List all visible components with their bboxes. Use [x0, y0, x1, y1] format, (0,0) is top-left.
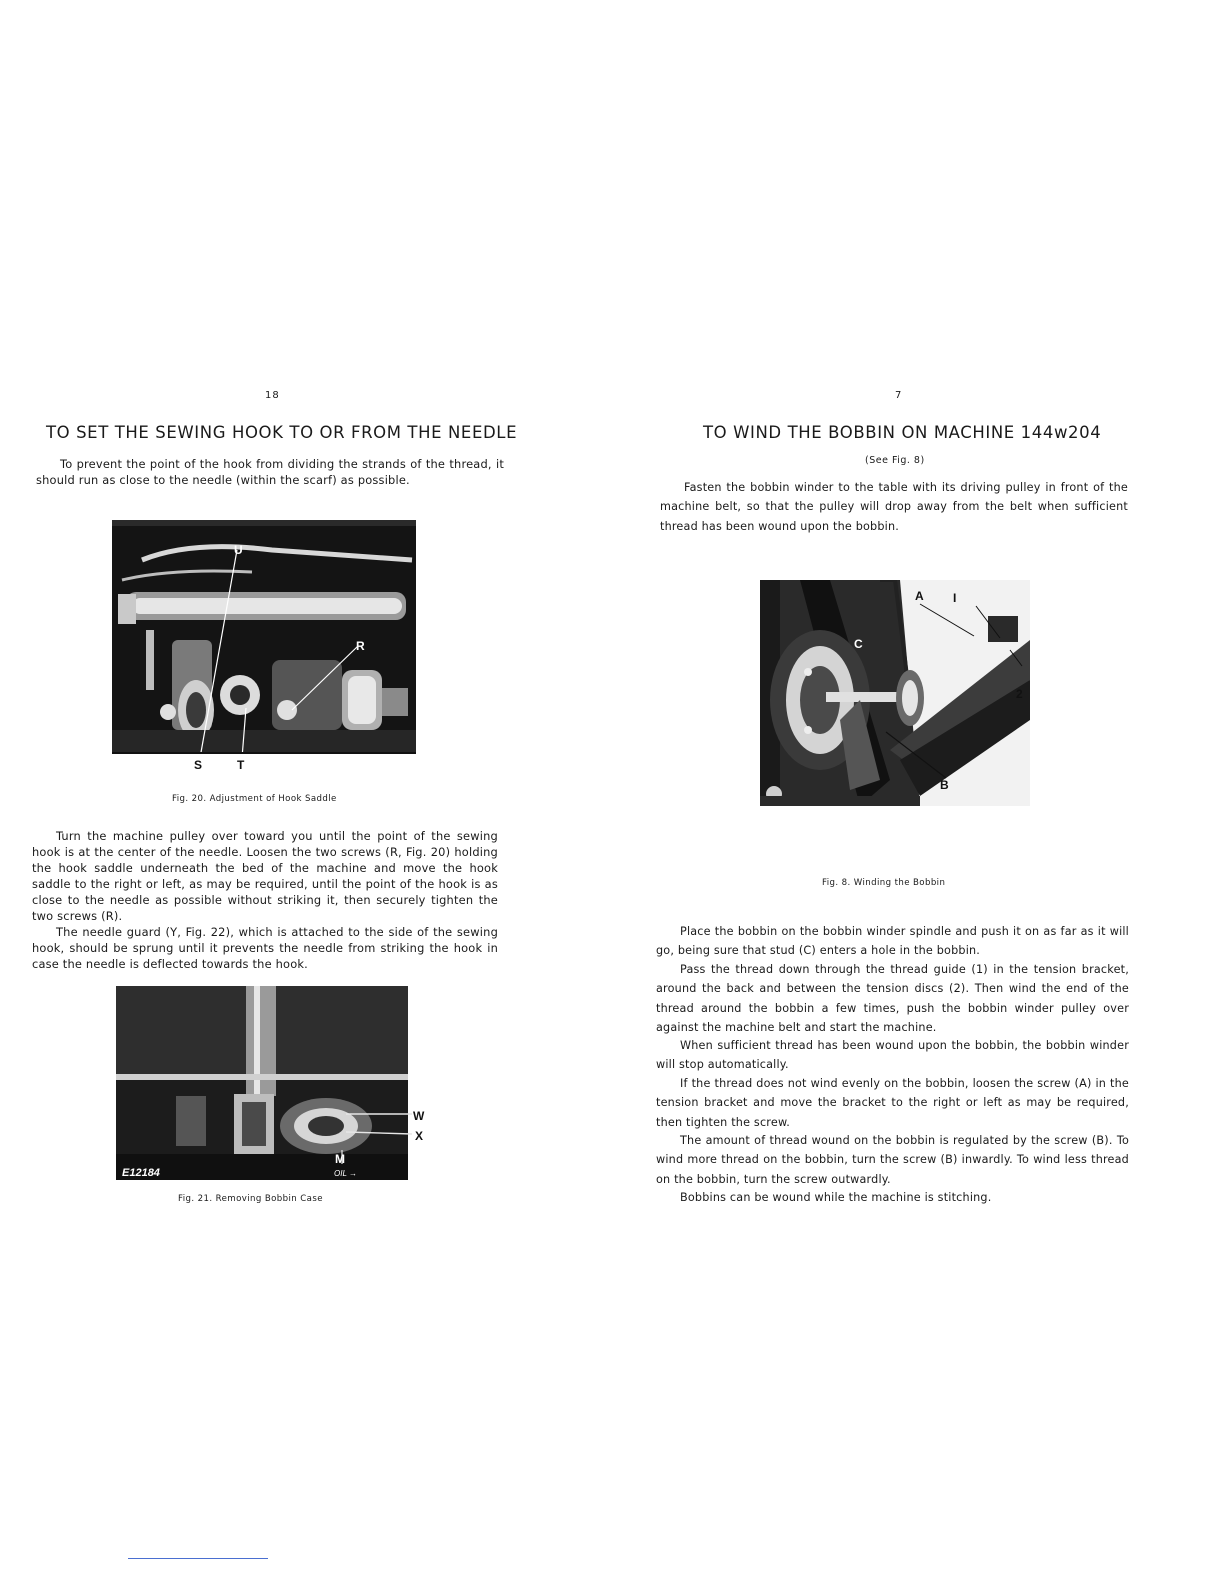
- right-page: [612, 0, 1224, 1584]
- body-paragraph-2: Pass the thread down through the thread guide (1) in the tension bracket, around the back and between the tension discs (2). Then wind the end of the thread around the bobbin a few times, push the bobbin winder pulley over against the machine belt and start the machine.: [656, 963, 1129, 1034]
- body-paragraph-1: Turn the machine pulley over toward you until the point of the sewing hook is at the center of the needle. Loosen the two screws (R, Fig. 20) holding the hook saddle underneath the bed of the machine and move the hook saddle to the right or left, as may be required, until the point of the hook is as close to the needle as possible without striking it, then securely tighten the two screws (R).: [32, 829, 498, 923]
- body-paragraph-5: The amount of thread wound on the bobbin is regulated by the screw (B). To wind more thread on the bobbin, turn the screw (B) inwardly. To wind less thread on the bobbin, turn the screw outwardly.: [656, 1134, 1129, 1186]
- label-r: R: [356, 639, 365, 653]
- page-number: 7: [895, 390, 903, 401]
- section-subtitle: (See Fig. 8): [865, 455, 925, 466]
- label-m: M: [335, 1152, 345, 1166]
- label-1: I: [953, 591, 957, 605]
- label-oil: OIL →: [334, 1169, 357, 1178]
- intro-paragraph: To prevent the point of the hook from dividing the strands of the thread, it should run as close to the needle (within the scarf) as possible.: [36, 457, 504, 487]
- body-paragraph-1: Place the bobbin on the bobbin winder spindle and push it on as far as it will go, being sure that stud (C) enters a hole in the bobbin.: [656, 925, 1129, 958]
- label-a: A: [915, 589, 924, 603]
- figure-20-caption: Fig. 20. Adjustment of Hook Saddle: [172, 794, 337, 804]
- figure-21-caption: Fig. 21. Removing Bobbin Case: [178, 1194, 323, 1204]
- label-b: B: [940, 778, 949, 792]
- label-t: T: [237, 758, 245, 772]
- page-number: 18: [265, 390, 280, 401]
- body-paragraph-3: When sufficient thread has been wound upon the bobbin, the bobbin winder will stop automatically.: [656, 1039, 1129, 1072]
- label-2: 2: [1016, 687, 1023, 701]
- label-x: X: [415, 1129, 424, 1143]
- body-paragraph-2: The needle guard (Y, Fig. 22), which is attached to the side of the sewing hook, should be sprung until it prevents the needle from striking the hook in case the needle is deflected towards the hook.: [32, 925, 498, 971]
- intro-paragraph: Fasten the bobbin winder to the table with its driving pulley in front of the machine belt, so that the pulley will drop away from the belt when sufficient thread has been wound upon the bobbin.: [660, 481, 1128, 533]
- figure-20-photo: [112, 520, 416, 772]
- section-title: TO WIND THE BOBBIN ON MACHINE 144w204: [703, 423, 1102, 442]
- label-w: W: [413, 1109, 425, 1123]
- label-c: C: [854, 637, 863, 651]
- label-u: U: [234, 543, 243, 557]
- body-paragraph-6: Bobbins can be wound while the machine is stitching.: [680, 1191, 992, 1204]
- figure-8-caption: Fig. 8. Winding the Bobbin: [822, 878, 946, 888]
- label-s: S: [194, 758, 203, 772]
- footnote-rule: [128, 1558, 268, 1559]
- label-plate-code: E12184: [122, 1167, 160, 1179]
- section-title: TO SET THE SEWING HOOK TO OR FROM THE NEEDLE: [46, 423, 518, 442]
- body-paragraph-4: If the thread does not wind evenly on the bobbin, loosen the screw (A) in the tension bracket and move the bracket to the right or left as may be required, then tighten the screw.: [656, 1077, 1129, 1129]
- figure-21-photo: [116, 986, 432, 1182]
- figure-8-photo: [760, 580, 1038, 830]
